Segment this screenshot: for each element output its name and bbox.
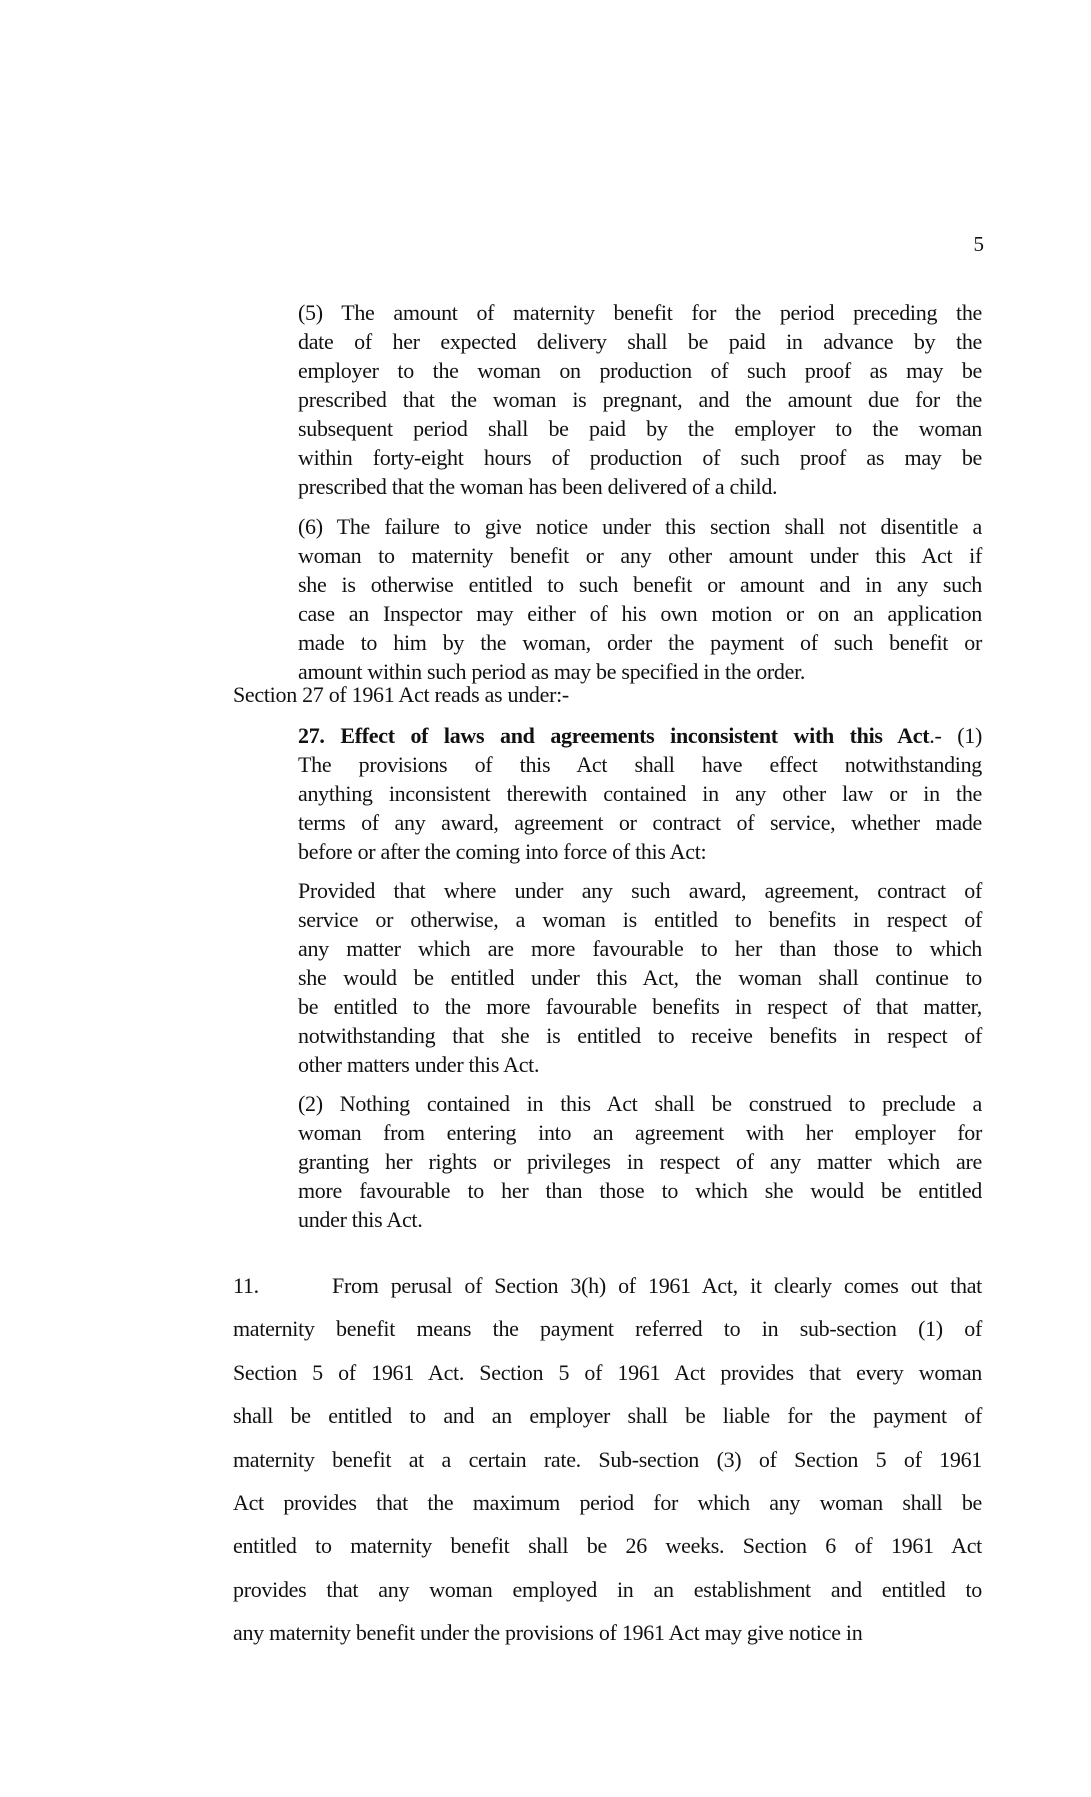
- text-line: under this Act.: [298, 1207, 423, 1232]
- para-11: [233, 1264, 982, 1655]
- text-line: granting her rights or privileges in respect of any matter which are: [298, 1149, 982, 1174]
- text-line: The provisions of this Act shall have effect notwithstanding: [298, 752, 982, 777]
- text-line: employer to the woman on production of such proof as may be: [298, 358, 982, 383]
- text-line: (6) The failure to give notice under this section shall not disentitle a: [298, 514, 982, 539]
- text-line: 11. From perusal of Section 3(h) of 1961 Act, it clearly comes out that: [233, 1273, 982, 1298]
- section-heading: 27. Effect of laws and agreements inconsistent with this Act: [298, 723, 930, 748]
- text-line: shall be entitled to and an employer shall be liable for the payment of: [233, 1403, 982, 1429]
- text-line: within forty-eight hours of production of such proof as may be: [298, 445, 982, 470]
- text-line: case an Inspector may either of his own motion or on an application: [298, 601, 982, 626]
- para-6: [298, 512, 982, 686]
- text-line: any matter which are more favourable to her than those to which: [298, 936, 982, 961]
- text-line: Section 27 of 1961 Act reads as under:-: [233, 682, 569, 707]
- text-line: subsequent period shall be paid by the employer to the woman: [298, 416, 982, 441]
- text-line: Section 5 of 1961 Act. Section 5 of 1961 Act provides that every woman: [233, 1359, 982, 1385]
- text-line: Provided that where under any such award, agreement, contract of: [298, 878, 982, 903]
- text-line: woman to maternity benefit or any other amount under this Act if: [298, 543, 982, 568]
- text-line: [298, 721, 982, 750]
- heading-suffix: .- (1): [929, 723, 982, 748]
- text-line: prescribed that the woman has been delivered of a child.: [298, 474, 778, 499]
- text-line: maternity benefit means the payment referred to in sub-section (1) of: [233, 1316, 982, 1342]
- text-line: more favourable to her than those to which she would be entitled: [298, 1178, 982, 1203]
- text-line: (2) Nothing contained in this Act shall be construed to preclude a: [298, 1091, 982, 1116]
- text-line: before or after the coming into force of this Act:: [298, 839, 707, 864]
- text-line: (5) The amount of maternity benefit for the period preceding the: [298, 300, 982, 325]
- page-number: 5: [973, 232, 984, 256]
- text-line: terms of any award, agreement or contract of service, whether made: [298, 810, 982, 835]
- text-line: provides that any woman employed in an establishment and entitled to: [233, 1576, 982, 1602]
- text-line: any maternity benefit under the provisions of 1961 Act may give notice in: [233, 1620, 863, 1646]
- text-line: notwithstanding that she is entitled to receive benefits in respect of: [298, 1023, 982, 1048]
- text-line: anything inconsistent therewith contained in any other law or in the: [298, 781, 982, 806]
- section-27-2: [298, 1089, 982, 1234]
- text-line: be entitled to the more favourable benefits in respect of that matter,: [298, 994, 982, 1019]
- text-line: date of her expected delivery shall be paid in advance by the: [298, 329, 982, 354]
- text-line: prescribed that the woman is pregnant, and the amount due for the: [298, 387, 982, 412]
- text-line: maternity benefit at a certain rate. Sub-section (3) of Section 5 of 1961: [233, 1446, 982, 1472]
- section-27-proviso: [298, 876, 982, 1079]
- text-line: she is otherwise entitled to such benefit or amount and in any such: [298, 572, 982, 597]
- text-line: other matters under this Act.: [298, 1052, 540, 1077]
- section-27-intro: [233, 680, 982, 709]
- text-line: amount within such period as may be specified in the order.: [298, 659, 806, 684]
- text-line: made to him by the woman, order the payment of such benefit or: [298, 630, 982, 655]
- section-27-1: [298, 721, 982, 866]
- para-5: [298, 298, 982, 501]
- text-line: she would be entitled under this Act, the woman shall continue to: [298, 965, 982, 990]
- text-line: woman from entering into an agreement with her employer for: [298, 1120, 982, 1145]
- text-line: entitled to maternity benefit shall be 26 weeks. Section 6 of 1961 Act: [233, 1533, 982, 1559]
- text-line: service or otherwise, a woman is entitled to benefits in respect of: [298, 907, 982, 932]
- text-line: Act provides that the maximum period for which any woman shall be: [233, 1489, 982, 1515]
